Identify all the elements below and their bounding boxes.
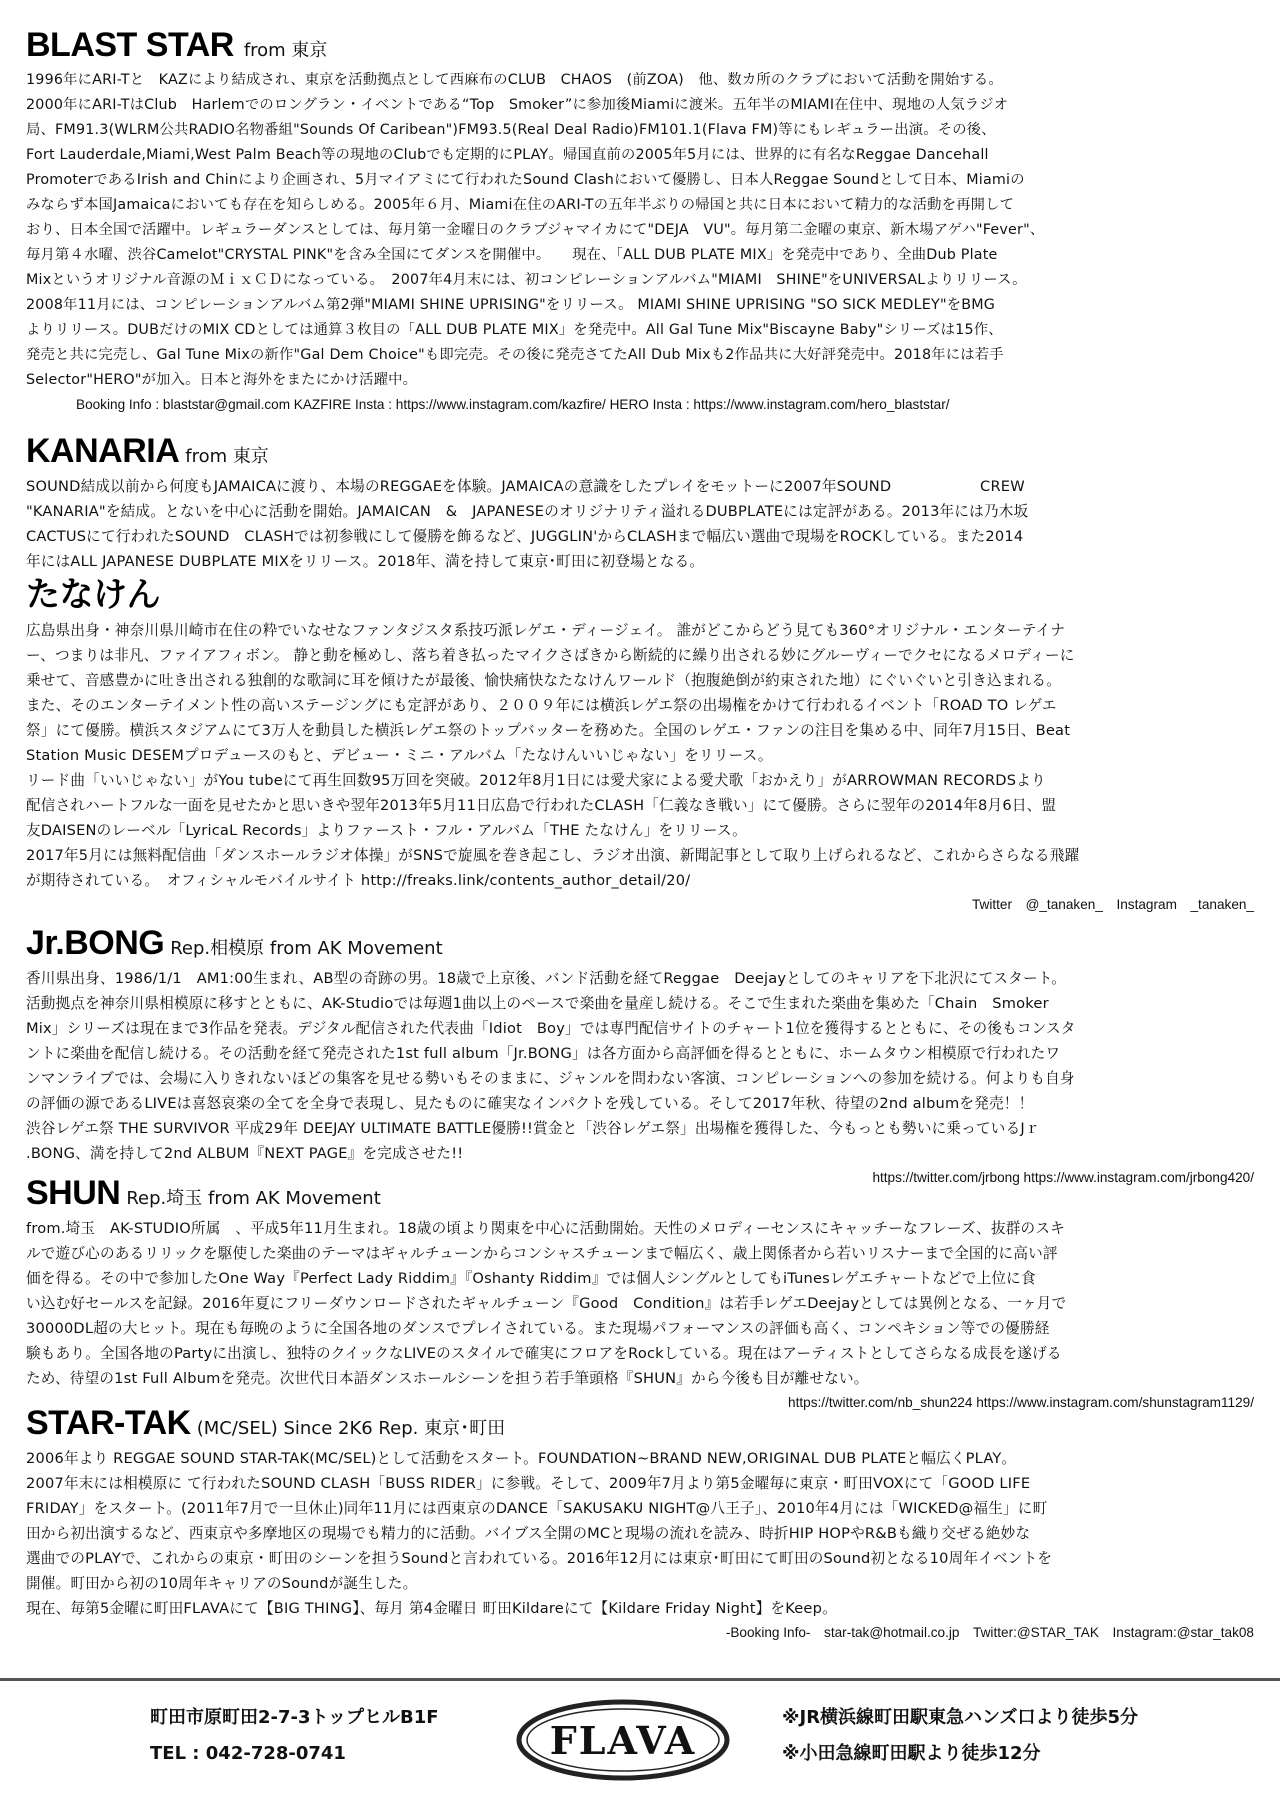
artist-star-tak <box>26 1400 1254 1650</box>
artist-bio: from.埼玉 AK-STUDIO所属 、平成5年11月生まれ。18歳の頃より関東を中心に活動開始。天性のメロディーセンスにキャッチーなフレーズ、抜群のスキ ルで遊び心のあるリリックを駆使した楽曲のテーマはギャルチューンからコンシャスチューンまで幅広く、歳上関係者から若いリスナーまで全国的に高い評 価を得る。その中で参加したOne Way『Perfect Lady Riddim』『Oshanty Riddim』では個人シングルとしてもiTunesレゲエチャートなどで上位に食 い込む好セールスを記録。2016年夏にフリーダウンロードされたギャルチューン『Good Condition』は若手レゲエDeejayとしては異例となる、一ヶ月で 30000DL超の大ヒット。現在も毎晩のように全国各地のダンスでプレイされている。また現場パフォーマンスの評価も高く、コンペキション等での優勝経 験もあり。全国各地のPartyに出演し、独特のクイックなLIVEのスタイルで確実にフロアをRockしている。現在はアーティストとしてさらなる成長を遂げる ため、待望の1st Full Albumを発売。次世代日本語ダンスホールシーンを担う若手筆頭格『SHUN』から今後も目が離せない。 <box>26 1220 1067 1387</box>
venue-phone: TEL : 042-728-0741 <box>150 1743 346 1764</box>
artist-heading <box>26 22 1254 68</box>
artist-bio: 1996年にARI-Tと KAZにより結成され、東京を活動拠点として西麻布のCLUB CHAOS (前ZOA) 他、数カ所のクラブにおいて活動を開始する。 2000年にARI-TはClub Harlemでのロングラン・イベントである“Top Smoker”に参加後Miamiに渡米。五年半のMIAMI在住中、現地の人気ラジオ 局、FM91.3(WLRM公共RADIO名物番組"Sounds Of Caribean")FM93.5(Real Deal Radio)FM101.1(Flava FM)等にもレギュラー出演。その後、 Fort Lauderdale,Miami,West Palm Beach等の現地のClubでも定期的にPLAY。帰国直前の2005年5月には、世界的に有名なReggae Dancehall PromoterであるIrish and Chinにより企画され、5月マイアミにて行われたSound Clashにおいて優勝し、日本人Reggae Soundとして日本、Miamiの みならず本国Jamaicaにおいても存在を知らしめる。2005年６月、Miami在住のARI-Tの五年半ぶりの帰国と共に日本において精力的な活動を再開して おり、日本全国で活躍中。レギュラーダンスとしては、毎月第一金曜日のクラブジャマイカにて"DEJA VU"。毎月第二金曜の東京、新木場アゲハ"Fever"、 毎月第４水曜、渋谷Camelot"CRYSTAL PINK"を含み全国にてダンスを開催中。 現在、「ALL DUB PLATE MIX」を発売中であり、全曲Dub Plate Mixというオリジナル音源のＭｉｘＣＤになっている。 2007年4月末には、初コンピレーションアルバム"MIAMI SHINE"をUNIVERSALよりリリース。 2008年11月には、コンピレーションアルバム第2弾"MIAMI SHINE UPRISING"をリリース。 MIAMI SHINE UPRISING "SO SICK MEDLEY"をBMG よりリリース。DUBだけのMIX CDとしては通算３枚目の「ALL DUB PLATE MIX」を発売中。All Gal Tune Mix"Biscayne Baby"シリーズは15作、 発売と共に完売し、Gal Tune Mixの新作"Gal Dem Choice"も即完売。その後に発売さてたAll Dub Mixも2作品共に大好評発売中。2018年には若手 Selector"HERO"が加入。日本と海外をまたにかけ活躍中。 <box>26 72 1045 388</box>
artist-origin: from 東京 <box>185 446 269 467</box>
venue-access-block <box>782 1700 1138 1772</box>
artist-origin: (MC/SEL) Since 2K6 Rep. 東京･町田 <box>196 1418 506 1439</box>
access-jr: ※JR横浜線町田駅東急ハンズ口より徒歩5分 <box>782 1707 1139 1728</box>
flava-logo <box>515 1698 731 1782</box>
artist-name: KANARIA <box>26 432 180 470</box>
artist-blast-star <box>26 22 1254 428</box>
artist-shun <box>26 1170 1254 1410</box>
artist-contact-links: -Booking Info- star-tak@hotmail.co.jp Twitter:@STAR_TAK Instagram:@star_tak08 <box>725 1625 1254 1640</box>
artist-list <box>26 22 1254 1650</box>
artist-name: STAR-TAK <box>26 1404 191 1442</box>
artist-kanaria <box>26 428 1254 572</box>
artist-bio: 2006年より REGGAE SOUND STAR-TAK(MC/SEL)として活動をスタート。FOUNDATION~BRAND NEW,ORIGINAL DUB PLATEと幅広くPLAY。 2007年末には相模原に て行われたSOUND CLASH「BUSS RIDER」に参戦。そして、2009年7月より第5金曜毎に東京・町田VOXにて「GOOD LIFE FRIDAY」をスタート。(2011年7月で一旦休止)同年11月には西東京のDANCE「SAKUSAKU NIGHT@八王子」、2010年4月には「WICKED@福生」に町 田から初出演するなど、西東京や多摩地区の現場でも精力的に活動。バイブス全開のMCと現場の流れを読み、時折HIP HOPやR&Bも織り交ぜる絶妙な 選曲でのPLAYで、これからの東京・町田のシーンを担うSoundと言われている。2016年12月には東京･町田にて町田のSound初となる10周年イベントを 開催。町田から初の10周年キャリアのSoundが誕生した。 現在、毎第5金曜に町田FLAVAにて【BIG THING】、毎月 第4金曜日 町田Kildareにて【Kildare Friday Night】をKeep。 <box>26 1450 1053 1617</box>
artist-bio: SOUND結成以前から何度もJAMAICAに渡り、本場のREGGAEを体験。JAMAICAの意識をしたプレイをモットーに2007年SOUND CREW "KANARIA"を結成。とないを中心に活動を開始。JAMAICAN & JAPANESEのオリジナリティ溢れるDUBPLATEには定評がある。2013年には乃木坂 CACTUSにて行われたSOUND CLASHでは初参戦にして優勝を飾るなど、JUGGLIN'からCLASHまで幅広い選曲で現場をROCKしている。また2014 年にはALL JAPANESE DUBPLATE MIXをリリース。2018年、満を持して東京･町田に初登場となる。 <box>26 478 1029 570</box>
artist-social-links: https://twitter.com/jrbong https://www.instagram.com/jrbong420/ <box>872 1170 1254 1185</box>
artist-origin: from 東京 <box>243 40 328 61</box>
artist-tanaken <box>26 572 1254 920</box>
artist-bio: 広島県出身・神奈川県川崎市在住の粋でいなせなファンタジスタ系技巧派レゲエ・ディージェイ。 誰がどこからどう見ても360°オリジナル・エンターテイナ ー、つまりは非凡、ファイアフィボン。 静と動を極めし、落ち着き払ったマイクさばきから断続的に繰り出される妙にグルーヴィーでクセになるメロディーに 乗せて、音感豊かに吐き出される独創的な歌詞に耳を傾けたが最後、愉快痛快なたなけんワールド（抱腹絶倒が約束された地）にぐいぐいと引き込まれる。 また、そのエンターテイメント性の高いステージングにも定評があり、２００９年には横浜レゲエ祭の出場権をかけて行われるイベント「ROAD TO レゲエ 祭」にて優勝。横浜スタジアムにて3万人を動員した横浜レゲエ祭のトップバッターを務めた。全国のレゲエ・ファンの注目を集める中、同年7月15日、Beat Station Music DESEMプロデュースのもと、デビュー・ミニ・アルバム「たなけんいいじゃない」をリリース。 リード曲「いいじゃない」がYou tubeにて再生回数95万回を突破。2012年8月1日には愛犬家による愛犬歌「おかえり」がARROWMAN RECORDSより 配信されハートフルな一面を見せたかと思いきや翌年2013年5月11日広島で行われたCLASH「仁義なき戦い」にて優勝。さらに翌年の2014年8月6日、盟 友DAISENのレーベル「LyricaL Records」よりファースト・フル・アルバム「THE たなけん」をリリース。 2017年5月には無料配信曲「ダンスホールラジオ体操」がSNSで旋風を巻き起こし、ラジオ出演、新聞記事として取り上げられるなど、これからさらなる飛躍 が期待されている。 オフィシャルモバイルサイト http://freaks.link/contents_author_detail/20/ <box>26 622 1080 889</box>
artist-jr-bong <box>26 920 1254 1185</box>
artist-origin: Rep.埼玉 from AK Movement <box>126 1188 381 1209</box>
artist-name: BLAST STAR <box>26 26 234 64</box>
artist-heading <box>26 428 1254 474</box>
artist-social-links: Twitter @_tanaken_ Instagram _tanaken_ <box>971 897 1254 912</box>
venue-address-block <box>150 1700 439 1772</box>
artist-name: SHUN <box>26 1174 121 1212</box>
footer-divider <box>0 1678 1280 1681</box>
logo-text: FLAVA <box>549 1718 697 1763</box>
artist-social-links: https://twitter.com/nb_shun224 https://www.instagram.com/shunstagram1129/ <box>788 1395 1254 1410</box>
artist-name: たなけん <box>26 575 160 615</box>
access-odakyu: ※小田急線町田駅より徒歩12分 <box>782 1743 1041 1764</box>
artist-heading <box>26 572 1254 618</box>
artist-name: Jr.BONG <box>26 924 165 962</box>
artist-heading <box>26 920 1254 966</box>
artist-origin: Rep.相模原 from AK Movement <box>170 938 443 959</box>
artist-bio: 香川県出身、1986/1/1 AM1:00生まれ、AB型の奇跡の男。18歳で上京後、バンド活動を経てReggae Deejayとしてのキャリアを下北沢にてスタート。 活動拠点を神奈川県相模原に移すとともに、AK-Studioでは毎週1曲以上のペースで楽曲を量産し続ける。そこで生まれた楽曲を集めた「Chain Smoker Mix」シリーズは現在まで3作品を発表。デジタル配信された代表曲「Idiot Boy」では専門配信サイトのチャート1位を獲得するとともに、その後もコンスタ ントに楽曲を配信し続ける。その活動を経て発売された1st full album「Jr.BONG」は各方面から高評価を得るとともに、ホームタウン相模原で行われたワ ンマンライブでは、会場に入りきれないほどの集客を見せる勢いもそのままに、ジャンルを問わない客演、コンピレーションへの参加を続ける。何よりも自身 の評価の源であるLIVEは喜怒哀楽の全てを全身で表現し、見たものに確実なインパクトを残している。そして2017年秋、待望の2nd albumを発売！！ 渋谷レゲエ祭 THE SURVIVOR 平成29年 DEEJAY ULTIMATE BATTLE優勝!!賞金と「渋谷レゲエ祭」出場権を獲得した、今もっとも勢いに乗っているJｒ .BONG、満を持して2nd ALBUM『NEXT PAGE』を完成させた!! <box>26 970 1076 1162</box>
venue-address: 町田市原町田2-7-3トップヒルB1F <box>150 1707 439 1728</box>
artist-contact-links: Booking Info : blaststar@gmail.com KAZFIRE Insta : https://www.instagram.com/kazfire/ HERO Insta : https://www.instagram.com/hero_blaststar/ <box>76 397 950 412</box>
